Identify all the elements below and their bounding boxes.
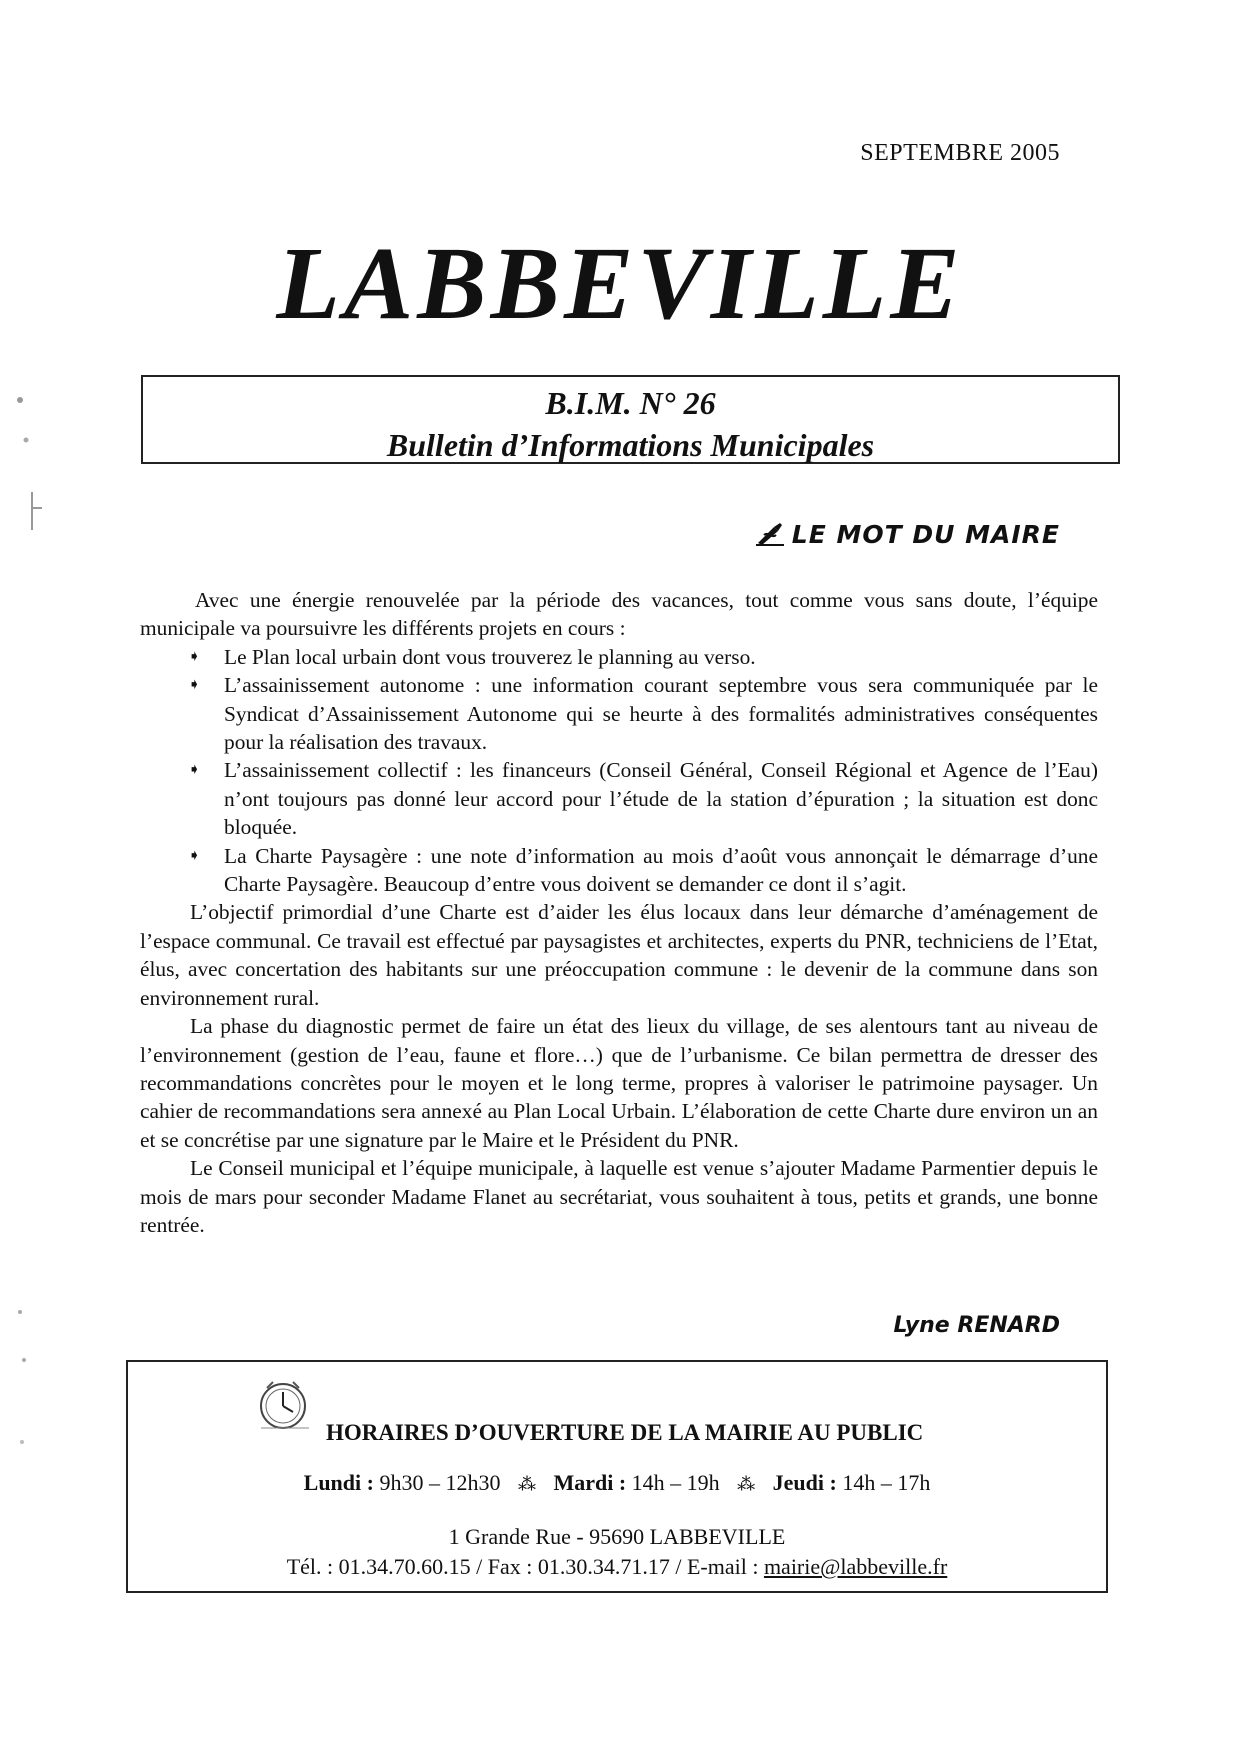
body-paragraph: La phase du diagnostic permet de faire un état des lieux du village, de ses alentours tant au niveau de l’environnement (gestion de l’eau, faune et flore…) que de l’urbanisme. Ce bilan permettra de dresser des recommandations concrètes pour le moyen et le long terme, propres à valoriser le patrimoine paysager. Un cahier de recommandations sera annexé au Plan Local Urbain. L’élaboration de cette Charte dure environ un an et se concrétise par une signature par le Maire et le Président du PNR. xyxy=(140,1014,1098,1152)
email-link[interactable]: mairie@labbeville.fr xyxy=(763,1554,948,1579)
arrow-bullet-icon: ➧ xyxy=(188,648,201,665)
arrow-bullet-icon: ➧ xyxy=(188,847,201,864)
list-item: ➧ L’assainissement collectif : les financeurs (Conseil Général, Conseil Régional et Agence de l’Eau) n’ont toujours pas donné leur accord pour l’étude de la station d’épuration ; la situation est donc bloquée. xyxy=(188,758,1098,840)
list-item: ➧ La Charte Paysagère : une note d’information au mois d’août vous annonçait le démarrage d’une Charte Paysagère. Beaucoup d’entre vous doivent se demander ce dont il s’agit. xyxy=(188,843,1098,897)
mayor-message xyxy=(140,586,1098,1239)
clock-icon xyxy=(253,1376,313,1436)
opening-hours-box xyxy=(126,1360,1108,1593)
masthead-title: LABBEVILLE xyxy=(276,226,964,341)
bulletin-title-box xyxy=(141,375,1120,464)
separator-icon: ⁂ xyxy=(517,1474,536,1494)
section-heading xyxy=(754,520,1060,549)
body-paragraph: Le Conseil municipal et l’équipe municipale, à laquelle est venue s’ajouter Madame Parmentier depuis le mois de mars pour seconder Madame Flanet au secrétariat, vous souhaitent à tous, petits et grands, une bonne rentrée. xyxy=(140,1156,1098,1237)
list-item: ➧ Le Plan local urbain dont vous trouverez le planning au verso. xyxy=(224,643,1098,671)
separator-icon: ⁂ xyxy=(737,1474,756,1494)
bulletin-subtitle: Bulletin d’Informations Municipales xyxy=(386,427,875,463)
town-hall-contact xyxy=(128,1554,1106,1580)
opening-hours-days xyxy=(128,1470,1106,1496)
phone-fax-text: Tél. : 01.34.70.60.15 / Fax : 01.30.34.71.17 / E-mail : xyxy=(286,1554,764,1579)
arrow-bullet-icon: ➧ xyxy=(188,762,201,779)
signature: Lyne RENARD xyxy=(893,1313,1060,1338)
issue-date: SEPTEMBRE 2005 xyxy=(860,140,1060,166)
day-label: Mardi : xyxy=(553,1470,627,1495)
opening-hours-title: HORAIRES D’OUVERTURE DE LA MAIRIE AU PUBLIC xyxy=(326,1420,924,1445)
day-time: 14h – 17h xyxy=(842,1470,931,1495)
town-hall-address: 1 Grande Rue - 95690 LABBEVILLE xyxy=(448,1524,786,1549)
list-item: ➧ L’assainissement autonome : une information courant septembre vous sera communiquée par le Syndicat d’Assainissement Autonome qui se heurte à des formalités administratives conséquentes pour la réalisation des travaux. xyxy=(188,673,1098,755)
projects-list xyxy=(140,643,1098,899)
day-label: Jeudi : xyxy=(772,1470,837,1495)
writing-hand-icon xyxy=(754,521,788,547)
day-label: Lundi : xyxy=(303,1470,374,1495)
day-time: 9h30 – 12h30 xyxy=(379,1470,501,1495)
intro-paragraph: Avec une énergie renouvelée par la période des vacances, tout comme vous sans doute, l’équipe municipale va poursuivre les différents projets en cours : xyxy=(140,588,1098,641)
day-time: 14h – 19h xyxy=(631,1470,720,1495)
section-heading-text: LE MOT DU MAIRE xyxy=(791,520,1060,549)
scan-specks xyxy=(0,0,60,1754)
bulletin-number: B.I.M. N° 26 xyxy=(545,385,716,421)
body-paragraph: L’objectif primordial d’une Charte est d’aider les élus locaux dans leur démarche d’aménagement de l’espace communal. Ce travail est effectué par paysagistes et architectes, experts du PNR, techniciens de l’Etat, élus, avec concertation des habitants sur une préoccupation commune : le devenir de la commune dans son environnement rural. xyxy=(140,900,1098,1010)
arrow-bullet-icon: ➧ xyxy=(188,677,201,694)
